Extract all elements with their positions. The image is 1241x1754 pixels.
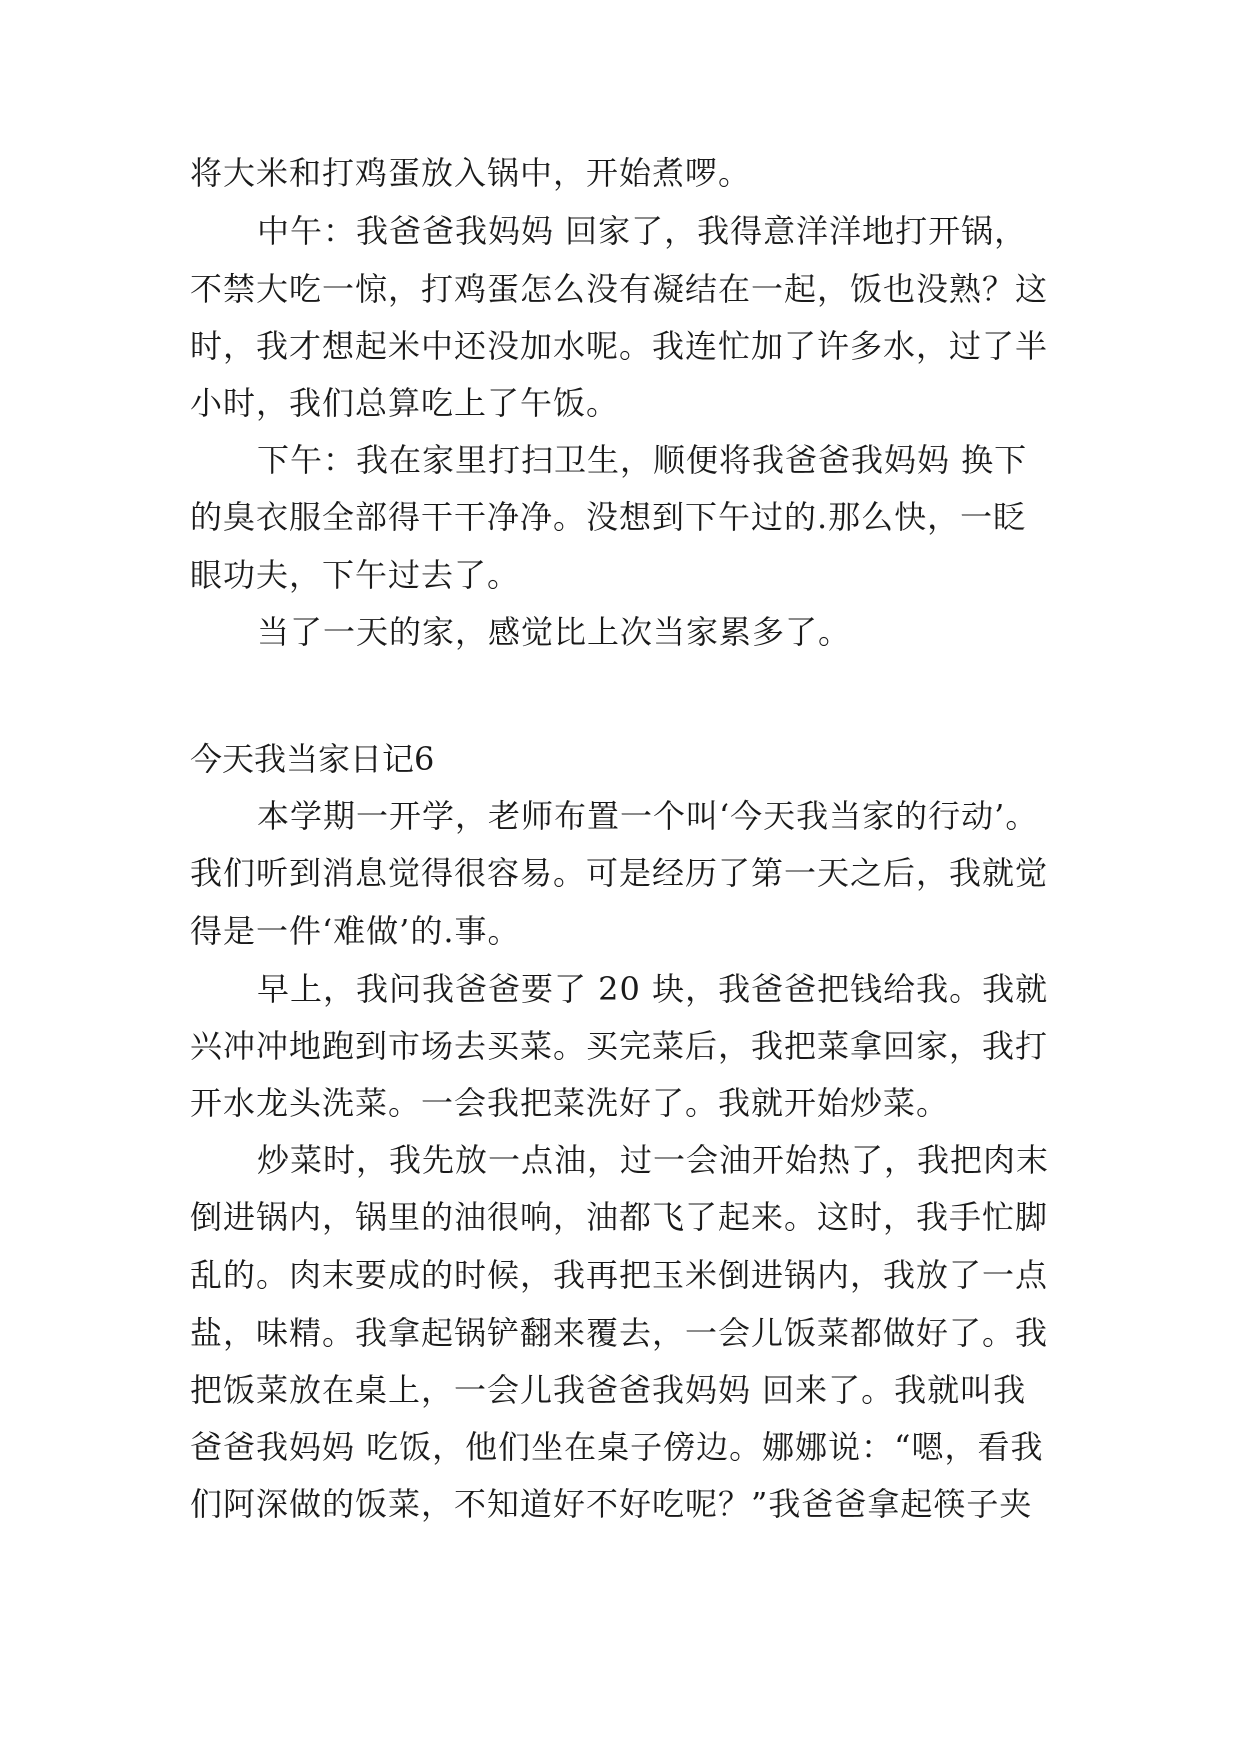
text-line: 得是一件‘难做’的.事。 (190, 912, 521, 950)
text-line: 把饭菜放在桌上，一会儿我爸爸我妈妈 回来了。我就叫我 (190, 1371, 1027, 1409)
text-line: 们阿深做的饭菜，不知道好不好吃呢？”我爸爸拿起筷子夹 (190, 1485, 1033, 1523)
text-line: 兴冲冲地跑到市场去买菜。买完菜后，我把菜拿回家，我打 (190, 1027, 1049, 1065)
text-line: 开水龙头洗菜。一会我把菜洗好了。我就开始炒菜。 (190, 1084, 950, 1122)
text-line: 将大米和打鸡蛋放入锅中，开始煮啰。 (190, 154, 752, 192)
text-line: 的臭衣服全部得干干净净。没想到下午过的.那么快，一眨 (190, 498, 1027, 536)
text-line: 时，我才想起米中还没加水呢。我连忙加了许多水，过了半 (190, 327, 1049, 365)
text-line: 我们听到消息觉得很容易。可是经历了第一天之后，我就觉 (190, 854, 1049, 892)
text-line: 倒进锅内，锅里的油很响，油都飞了起来。这时，我手忙脚 (190, 1198, 1049, 1236)
section-title: 今天我当家日记6 (190, 740, 435, 778)
text-line: 不禁大吃一惊，打鸡蛋怎么没有凝结在一起，饭也没熟？这 (190, 270, 1049, 308)
text-line: 小时，我们总算吃上了午饭。 (190, 384, 620, 422)
text-line: 早上，我问我爸爸要了 20 块，我爸爸把钱给我。我就 (257, 970, 1049, 1008)
text-line: 下午：我在家里打扫卫生，顺便将我爸爸我妈妈 换下 (257, 441, 1028, 479)
text-line: 盐，味精。我拿起锅铲翻来覆去，一会儿饭菜都做好了。我 (190, 1314, 1049, 1352)
text-line: 眼功夫，下午过去了。 (190, 556, 521, 594)
text-line: 爸爸我妈妈 吃饭，他们坐在桌子傍边。娜娜说：“嗯，看我 (190, 1428, 1044, 1466)
text-line: 乱的。肉末要成的时候，我再把玉米倒进锅内，我放了一点 (190, 1256, 1049, 1294)
text-line: 炒菜时，我先放一点油，过一会油开始热了，我把肉末 (257, 1141, 1050, 1179)
text-line: 中午：我爸爸我妈妈 回家了，我得意洋洋地打开锅， (257, 212, 1028, 250)
text-line: 本学期一开学，老师布置一个叫‘今天我当家的行动’。 (257, 797, 1039, 835)
text-line: 当了一天的家，感觉比上次当家累多了。 (257, 613, 852, 651)
